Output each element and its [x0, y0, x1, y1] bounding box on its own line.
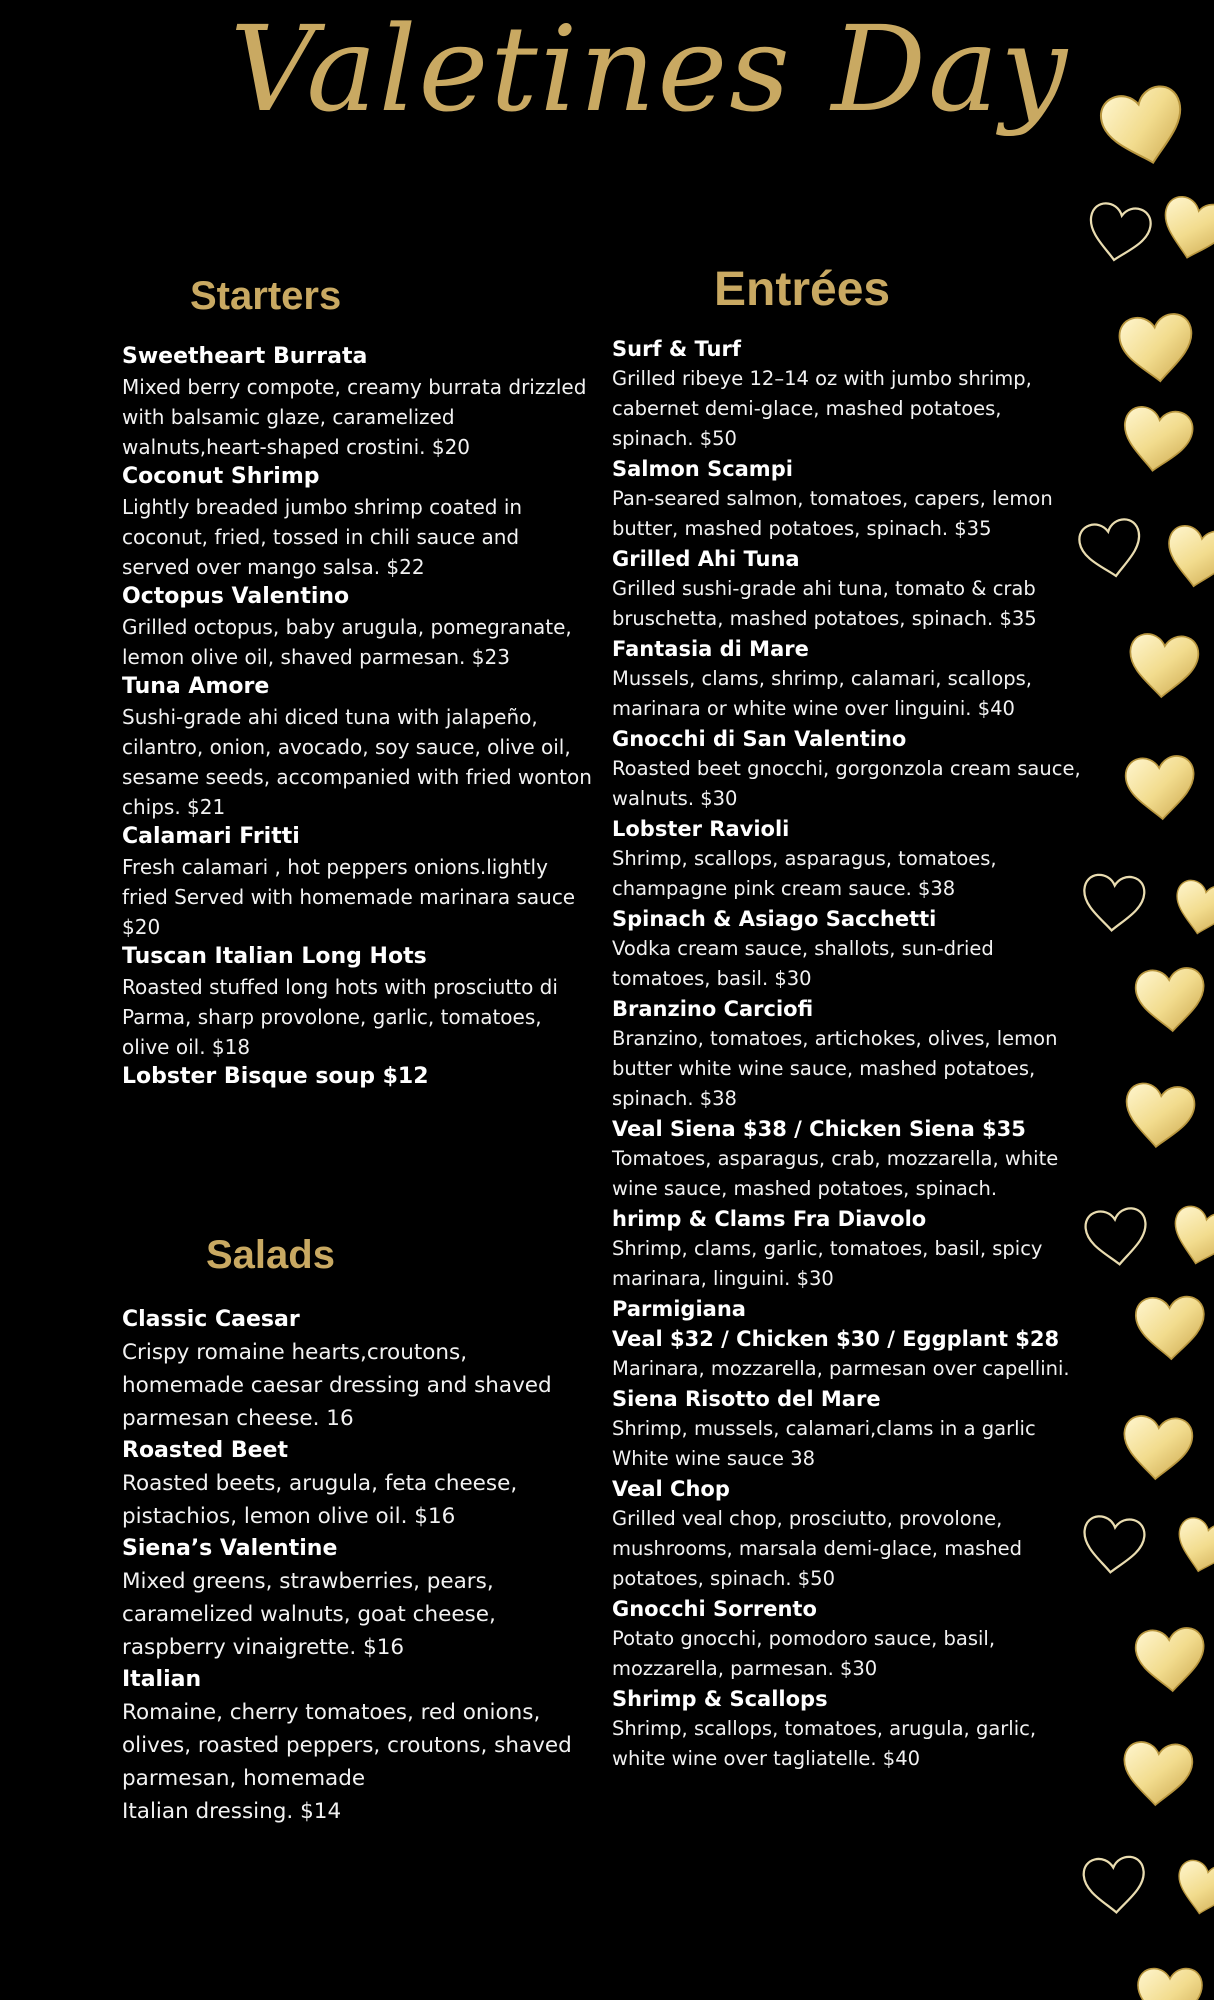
heart-icon [1077, 517, 1146, 581]
heart-icon [1082, 874, 1146, 933]
heart-icon [1084, 201, 1153, 265]
menu-item [612, 1324, 1087, 1384]
starters-list [122, 342, 592, 1092]
heart-icon [1121, 1741, 1193, 1807]
menu-item-name: Salmon Scampi [612, 457, 793, 481]
menu-item-name: Coconut Shrimp [122, 464, 320, 489]
menu-item [612, 724, 1087, 814]
heart-icon [1134, 1627, 1206, 1693]
heart-icon [1084, 1207, 1149, 1268]
menu-title: Valetines Day [230, 0, 1069, 138]
menu-item-name: Siena’s Valentine [122, 1536, 338, 1561]
menu-item-name: Lobster Ravioli [612, 817, 790, 841]
menu-item [612, 814, 1087, 904]
menu-item-description: Grilled sushi-grade ahi tuna, tomato & crab bruschetta, mashed potatoes, spinach. $35 [612, 577, 1037, 630]
menu-item-description: Shrimp, scallops, asparagus, tomatoes, champagne pink cream sauce. $38 [612, 847, 997, 900]
menu-item [612, 1204, 1087, 1294]
heart-border-decoration [1060, 60, 1214, 2000]
menu-item-name: Siena Risotto del Mare [612, 1387, 881, 1411]
menu-item-description: Branzino, tomatoes, artichokes, olives, lemon butter white wine sauce, mashed potatoes, spinach. $38 [612, 1027, 1058, 1110]
menu-item-name: Calamari Fritti [122, 824, 300, 849]
menu-item-description: Tomatoes, asparagus, crab, mozzarella, white wine sauce, mashed potatoes, spinach. [612, 1147, 1059, 1200]
menu-item [122, 1664, 582, 1795]
starters-heading: Starters [190, 274, 342, 318]
menu-item [122, 942, 592, 1062]
menu-item-name: Gnocchi di San Valentino [612, 727, 907, 751]
menu-item-description: Shrimp, scallops, tomatoes, arugula, garlic, white wine over tagliatelle. $40 [612, 1717, 1037, 1770]
menu-item-name: Tuna Amore [122, 674, 270, 699]
heart-icon [1083, 1856, 1147, 1915]
heart-icon [1097, 82, 1192, 172]
menu-item-name: Spinach & Asiago Sacchetti [612, 907, 937, 931]
menu-item-description: Potato gnocchi, pomodoro sauce, basil, mozzarella, parmesan. $30 [612, 1627, 996, 1680]
heart-icon [1138, 1969, 1202, 2000]
heart-icon [1119, 405, 1195, 476]
menu-item [612, 994, 1087, 1114]
menu-item [122, 1533, 582, 1664]
menu-item [612, 1594, 1087, 1684]
entrees-list [612, 334, 1087, 1774]
menu-item-name: Lobster Bisque soup $12 [122, 1064, 429, 1089]
menu-item [612, 454, 1087, 544]
menu-item [612, 1474, 1087, 1594]
menu-item-description: Grilled octopus, baby arugula, pomegranate, lemon olive oil, shaved parmesan. $23 [122, 615, 572, 669]
entrees-heading: Entrées [714, 263, 891, 316]
menu-item [122, 1062, 592, 1092]
heart-icon [1167, 1203, 1214, 1270]
menu-item-description: Shrimp, clams, garlic, tomatoes, basil, spicy marinara, linguini. $30 [612, 1237, 1043, 1290]
menu-item-name: Gnocchi Sorrento [612, 1597, 817, 1621]
menu-item [122, 1795, 582, 1828]
menu-item-description: Sushi-grade ahi diced tuna with jalapeño, cilantro, onion, avocado, soy sauce, olive oil, sesame seeds, accompanied with fried wonton chips. $21 [122, 705, 592, 819]
menu-item-name: Grilled Ahi Tuna [612, 547, 800, 571]
menu-item-description: Mixed berry compote, creamy burrata drizzled with balsamic glaze, caramelized walnuts,heart-shaped crostini. $20 [122, 375, 587, 459]
menu-item-description: Lightly breaded jumbo shrimp coated in coconut, fried, tossed in chili sauce and served over mango salsa. $22 [122, 495, 523, 579]
menu-item-name: Roasted Beet [122, 1438, 288, 1463]
menu-item-description: Romaine, cherry tomatoes, red onions, olives, roasted peppers, croutons, shaved parmesan, homemade [122, 1700, 572, 1791]
menu-item-description: Fresh calamari , hot peppers onions.lightly fried Served with homemade marinara sauce $20 [122, 855, 576, 939]
menu-item [612, 904, 1087, 994]
menu-item [122, 582, 592, 672]
heart-icon [1122, 1082, 1196, 1151]
menu-item [612, 334, 1087, 454]
menu-item [612, 634, 1087, 724]
heart-icon [1162, 523, 1214, 591]
menu-item-description: Mussels, clams, shrimp, calamari, scallops, marinara or white wine over linguini. $40 [612, 667, 1032, 720]
menu-item [122, 1304, 582, 1435]
menu-item-description: Shrimp, mussels, calamari,clams in a garlic White wine sauce 38 [612, 1417, 1036, 1470]
heart-icon [1118, 312, 1196, 385]
heart-icon [1124, 755, 1196, 821]
menu-item-name: Parmigiana [612, 1297, 746, 1321]
salads-list [122, 1304, 582, 1828]
heart-icon [1127, 633, 1199, 699]
heart-icon [1170, 878, 1214, 939]
menu-item [122, 342, 592, 462]
menu-item [612, 1294, 1087, 1324]
menu-item [612, 1684, 1087, 1774]
menu-item-name: Veal $32 / Chicken $30 / Eggplant $28 [612, 1327, 1060, 1351]
heart-icon [1081, 1515, 1146, 1576]
menu-item-name: Octopus Valentino [122, 584, 350, 609]
menu-item-name: Tuscan Italian Long Hots [122, 944, 427, 969]
menu-item-name: Veal Chop [612, 1477, 730, 1501]
menu-item-description: Roasted beets, arugula, feta cheese, pistachios, lemon olive oil. $16 [122, 1471, 518, 1529]
menu-item-description: Grilled ribeye 12–14 oz with jumbo shrimp, cabernet demi-glace, mashed potatoes, spinach. $50 [612, 367, 1032, 450]
menu-item-name: Italian [122, 1667, 202, 1692]
menu-item [122, 1435, 582, 1533]
menu-item-description: Roasted beet gnocchi, gorgonzola cream sauce, walnuts. $30 [612, 757, 1081, 810]
menu-item [612, 544, 1087, 634]
menu-item [612, 1384, 1087, 1474]
menu-item-name: Classic Caesar [122, 1307, 300, 1332]
menu-item-description: Crispy romaine hearts,croutons, homemade caesar dressing and shaved parmesan cheese. 16 [122, 1340, 552, 1431]
heart-icon [1171, 1515, 1214, 1578]
menu-item-description: Vodka cream sauce, shallots, sun-dried tomatoes, basil. $30 [612, 937, 994, 990]
menu-item-name: hrimp & Clams Fra Diavolo [612, 1207, 927, 1231]
heart-icon [1156, 193, 1214, 265]
menu-item-name: Surf & Turf [612, 337, 741, 361]
menu-item [122, 462, 592, 582]
menu-item-description: Grilled veal chop, prosciutto, provolone, mushrooms, marsala demi-glace, mashed potatoes, spinach. $50 [612, 1507, 1023, 1590]
menu-item-name: Fantasia di Mare [612, 637, 809, 661]
menu-item-description: Italian dressing. $14 [122, 1799, 342, 1824]
heart-icon [1135, 1296, 1205, 1360]
menu-item-name: Sweetheart Burrata [122, 344, 368, 369]
menu-item [122, 672, 592, 822]
menu-item [122, 822, 592, 942]
menu-item [612, 1114, 1087, 1204]
menu-item-name: Branzino Carciofi [612, 997, 814, 1021]
menu-item-description: Mixed greens, strawberries, pears, caramelized walnuts, goat cheese, raspberry vinaigrette. $16 [122, 1569, 496, 1660]
salads-heading: Salads [206, 1233, 335, 1277]
menu-item-description: Pan-seared salmon, tomatoes, capers, lemon butter, mashed potatoes, spinach. $35 [612, 487, 1053, 540]
menu-item-name: Shrimp & Scallops [612, 1687, 828, 1711]
menu-item-name: Veal Siena $38 / Chicken Siena $35 [612, 1117, 1026, 1141]
heart-icon [1121, 1415, 1193, 1481]
menu-item-description: Roasted stuffed long hots with prosciutto di Parma, sharp provolone, garlic, tomatoes, olive oil. $18 [122, 975, 558, 1059]
heart-icon [1172, 1858, 1214, 1919]
menu-item-description: Marinara, mozzarella, parmesan over capellini. [612, 1357, 1070, 1380]
heart-icon [1134, 967, 1206, 1033]
